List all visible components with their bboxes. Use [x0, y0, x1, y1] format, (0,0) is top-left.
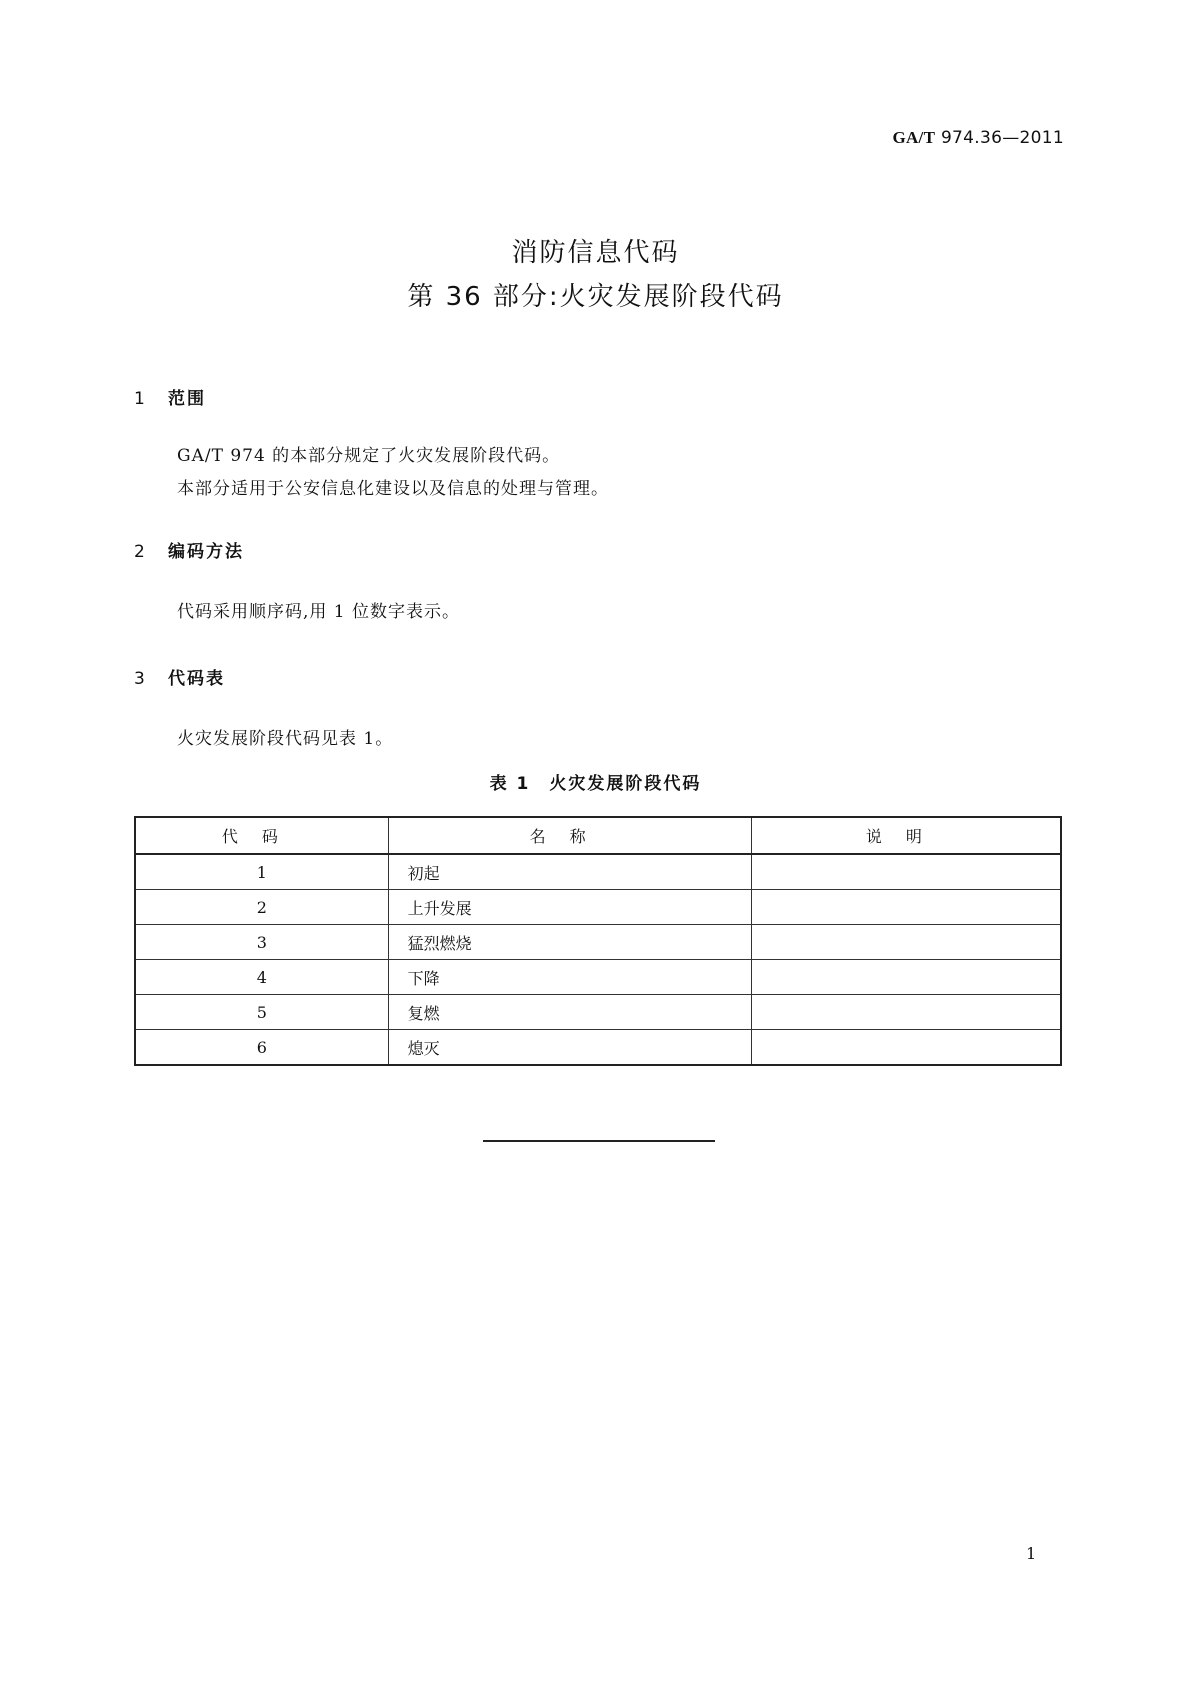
section-title: 范围: [168, 389, 206, 409]
header-name: 名称: [388, 817, 751, 854]
cell-description: [751, 854, 1061, 890]
section-heading-coding-method: [134, 537, 244, 562]
standard-code: [892, 128, 1064, 148]
table-row: [135, 854, 1061, 890]
code-table: [134, 816, 1062, 1066]
table-caption: 表 1 火灾发展阶段代码: [489, 774, 702, 794]
cell-description: [751, 995, 1061, 1030]
section-heading-code-table: [134, 664, 225, 689]
section-number: 3: [134, 669, 147, 689]
standard-prefix: GA/T: [892, 128, 936, 147]
section-title: 编码方法: [168, 542, 244, 562]
section-number: 2: [134, 542, 147, 562]
cell-code: 3: [135, 925, 388, 960]
standard-number: 974.36—2011: [940, 128, 1064, 148]
table-row: [135, 1030, 1061, 1066]
cell-name: 下降: [388, 960, 751, 995]
paragraph-code-table: 火灾发展阶段代码见表 1。: [177, 729, 394, 749]
paragraph-scope-2: 本部分适用于公安信息化建设以及信息的处理与管理。: [177, 479, 609, 499]
cell-description: [751, 925, 1061, 960]
document-title: 消防信息代码: [511, 238, 680, 268]
cell-description: [751, 890, 1061, 925]
cell-name: 初起: [388, 854, 751, 890]
cell-description: [751, 1030, 1061, 1066]
table-row: [135, 995, 1061, 1030]
header-code: 代码: [135, 817, 388, 854]
cell-name: 猛烈燃烧: [388, 925, 751, 960]
cell-code: 6: [135, 1030, 388, 1066]
section-heading-scope: [134, 384, 206, 409]
section-number: 1: [134, 389, 147, 409]
section-title: 代码表: [168, 669, 225, 689]
cell-name: 复燃: [388, 995, 751, 1030]
table-row: [135, 960, 1061, 995]
cell-name: 上升发展: [388, 890, 751, 925]
cell-description: [751, 960, 1061, 995]
paragraph-scope-1: GA/T 974 的本部分规定了火灾发展阶段代码。: [177, 446, 561, 466]
document-subtitle: 第 36 部分:火灾发展阶段代码: [407, 282, 784, 312]
cell-code: 2: [135, 890, 388, 925]
page-number: 1: [1026, 1544, 1037, 1563]
header-description: 说明: [751, 817, 1061, 854]
cell-code: 1: [135, 854, 388, 890]
cell-code: 4: [135, 960, 388, 995]
table-row: [135, 925, 1061, 960]
cell-name: 熄灭: [388, 1030, 751, 1066]
table-row: [135, 890, 1061, 925]
cell-code: 5: [135, 995, 388, 1030]
table-header-row: [135, 817, 1061, 854]
paragraph-coding-method: 代码采用顺序码,用 1 位数字表示。: [177, 602, 461, 622]
end-of-document-rule: [483, 1140, 715, 1142]
